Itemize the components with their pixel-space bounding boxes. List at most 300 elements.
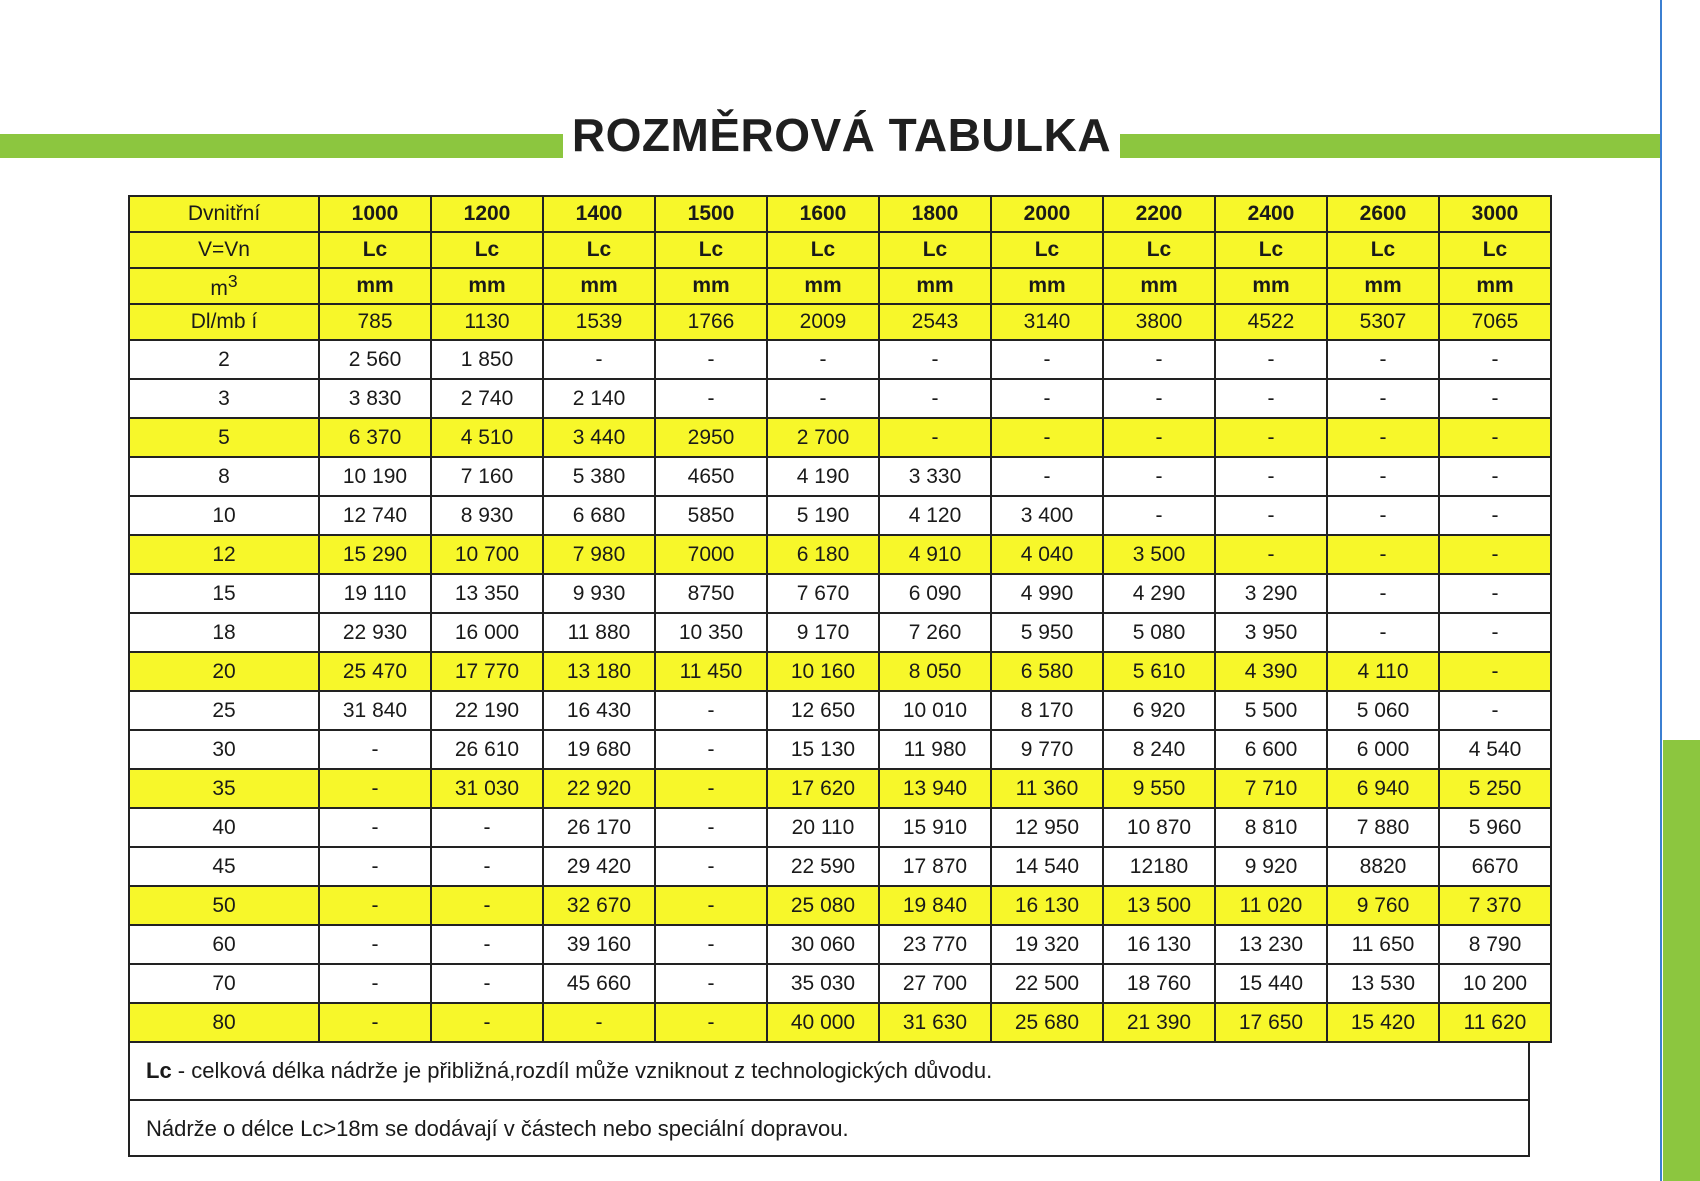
length-cell: - (319, 730, 431, 769)
length-cell: 7 160 (431, 457, 543, 496)
note-lc-text: - celková délka nádrže je přibližná,rozdíl může vzniknout z technologických důvodu. (171, 1058, 993, 1083)
volume-cell: 25 (129, 691, 319, 730)
header-cell: Lc (431, 232, 543, 268)
length-cell: 6 680 (543, 496, 655, 535)
length-cell: 5 950 (991, 613, 1103, 652)
header-cell: 2543 (879, 304, 991, 340)
length-cell: 29 420 (543, 847, 655, 886)
length-cell: 19 840 (879, 886, 991, 925)
length-cell: 22 590 (767, 847, 879, 886)
length-cell: 13 230 (1215, 925, 1327, 964)
length-cell: - (431, 925, 543, 964)
length-cell: - (655, 808, 767, 847)
length-cell: 13 500 (1103, 886, 1215, 925)
header-cell: Lc (1327, 232, 1439, 268)
length-cell: - (879, 379, 991, 418)
length-cell: - (655, 886, 767, 925)
length-cell: 5 610 (1103, 652, 1215, 691)
length-cell: 5 250 (1439, 769, 1551, 808)
volume-cell: 45 (129, 847, 319, 886)
volume-cell: 8 (129, 457, 319, 496)
length-cell: 26 170 (543, 808, 655, 847)
header-cell: 2000 (991, 196, 1103, 232)
header-cell: 1800 (879, 196, 991, 232)
table-notes (128, 1043, 1530, 1157)
length-cell: - (1439, 379, 1551, 418)
volume-cell: 80 (129, 1003, 319, 1042)
header-cell: 1600 (767, 196, 879, 232)
volume-cell: 30 (129, 730, 319, 769)
length-cell: 7 980 (543, 535, 655, 574)
length-cell: 13 940 (879, 769, 991, 808)
volume-cell: 40 (129, 808, 319, 847)
volume-cell: 3 (129, 379, 319, 418)
length-cell: 11 980 (879, 730, 991, 769)
header-cell: Lc (1215, 232, 1327, 268)
length-cell: 1 850 (431, 340, 543, 379)
length-cell: 8 930 (431, 496, 543, 535)
page-title: ROZMĚROVÁ TABULKA (571, 109, 1112, 161)
length-cell: 11 360 (991, 769, 1103, 808)
length-cell: 4 390 (1215, 652, 1327, 691)
length-cell: 15 910 (879, 808, 991, 847)
length-cell: - (1439, 613, 1551, 652)
length-cell: 4 910 (879, 535, 991, 574)
length-cell: 7 670 (767, 574, 879, 613)
length-cell: 11 650 (1327, 925, 1439, 964)
length-cell: - (991, 340, 1103, 379)
length-cell: - (767, 379, 879, 418)
header-cell: 2009 (767, 304, 879, 340)
dimension-table-container (128, 195, 1530, 1157)
header-cell: 785 (319, 304, 431, 340)
length-cell: 6 000 (1327, 730, 1439, 769)
length-cell: - (1215, 496, 1327, 535)
length-cell: 5 080 (1103, 613, 1215, 652)
length-cell: 9 930 (543, 574, 655, 613)
length-cell: 15 440 (1215, 964, 1327, 1003)
length-cell: 14 540 (991, 847, 1103, 886)
length-cell: 4 540 (1439, 730, 1551, 769)
length-cell: 12180 (1103, 847, 1215, 886)
note-lc (130, 1043, 1528, 1099)
length-cell: 4 040 (991, 535, 1103, 574)
volume-cell: 20 (129, 652, 319, 691)
length-cell: - (655, 340, 767, 379)
table-row (129, 535, 1551, 574)
header-label-cell: Dvnitřní (129, 196, 319, 232)
header-cell: mm (1215, 268, 1327, 304)
volume-cell: 15 (129, 574, 319, 613)
length-cell: 15 420 (1327, 1003, 1439, 1042)
length-cell: 35 030 (767, 964, 879, 1003)
length-cell: - (431, 964, 543, 1003)
length-cell: 6 180 (767, 535, 879, 574)
length-cell: - (1215, 535, 1327, 574)
length-cell: 6 090 (879, 574, 991, 613)
length-cell: - (767, 340, 879, 379)
length-cell: 25 680 (991, 1003, 1103, 1042)
table-row (129, 340, 1551, 379)
header-cell: mm (1327, 268, 1439, 304)
length-cell: 5 500 (1215, 691, 1327, 730)
length-cell: - (431, 886, 543, 925)
length-cell: - (319, 1003, 431, 1042)
volume-cell: 10 (129, 496, 319, 535)
length-cell: 30 060 (767, 925, 879, 964)
table-row (129, 1003, 1551, 1042)
length-cell: 2950 (655, 418, 767, 457)
length-cell: 8750 (655, 574, 767, 613)
length-cell: 13 350 (431, 574, 543, 613)
table-row (129, 730, 1551, 769)
length-cell: 11 620 (1439, 1003, 1551, 1042)
header-cell: 3800 (1103, 304, 1215, 340)
length-cell: 25 080 (767, 886, 879, 925)
length-cell: - (431, 847, 543, 886)
header-cell: 1400 (543, 196, 655, 232)
length-cell: 7 710 (1215, 769, 1327, 808)
length-cell: - (1327, 496, 1439, 535)
volume-cell: 12 (129, 535, 319, 574)
length-cell: 10 190 (319, 457, 431, 496)
length-cell: 4650 (655, 457, 767, 496)
length-cell: 5 960 (1439, 808, 1551, 847)
title-bar-left (0, 134, 563, 158)
length-cell: 4 120 (879, 496, 991, 535)
length-cell: 3 290 (1215, 574, 1327, 613)
table-row (129, 496, 1551, 535)
length-cell: 2 140 (543, 379, 655, 418)
length-cell: - (543, 1003, 655, 1042)
length-cell: - (1103, 418, 1215, 457)
table-row (129, 886, 1551, 925)
length-cell: - (1327, 574, 1439, 613)
length-cell: 4 110 (1327, 652, 1439, 691)
length-cell: 2 560 (319, 340, 431, 379)
table-row (129, 613, 1551, 652)
length-cell: - (1439, 340, 1551, 379)
length-cell: - (655, 964, 767, 1003)
length-cell: 11 450 (655, 652, 767, 691)
table-row (129, 418, 1551, 457)
length-cell: 19 680 (543, 730, 655, 769)
length-cell: - (1327, 340, 1439, 379)
header-label-cell (129, 268, 319, 304)
length-cell: 2 740 (431, 379, 543, 418)
length-cell: 6 940 (1327, 769, 1439, 808)
length-cell: 13 180 (543, 652, 655, 691)
length-cell: 7000 (655, 535, 767, 574)
length-cell: 17 620 (767, 769, 879, 808)
dimension-table-body (129, 196, 1551, 1042)
length-cell: 10 200 (1439, 964, 1551, 1003)
length-cell: 4 290 (1103, 574, 1215, 613)
table-row (129, 457, 1551, 496)
length-cell: - (319, 964, 431, 1003)
header-cell: 2400 (1215, 196, 1327, 232)
header-cell: Lc (991, 232, 1103, 268)
length-cell: 22 930 (319, 613, 431, 652)
length-cell: - (991, 457, 1103, 496)
length-cell: 13 530 (1327, 964, 1439, 1003)
length-cell: - (1439, 574, 1551, 613)
unit-exponent: 3 (227, 271, 238, 291)
length-cell: 17 770 (431, 652, 543, 691)
length-cell: - (655, 379, 767, 418)
header-row (129, 304, 1551, 340)
length-cell: 17 650 (1215, 1003, 1327, 1042)
header-cell: mm (879, 268, 991, 304)
length-cell: 7 880 (1327, 808, 1439, 847)
length-cell: - (991, 418, 1103, 457)
header-row (129, 268, 1551, 304)
header-label-cell: V=Vn (129, 232, 319, 268)
page-edge-accent (1663, 740, 1700, 1181)
length-cell: 5 190 (767, 496, 879, 535)
length-cell: 26 610 (431, 730, 543, 769)
length-cell: - (319, 925, 431, 964)
header-cell: Lc (655, 232, 767, 268)
header-cell: 2600 (1327, 196, 1439, 232)
table-row (129, 847, 1551, 886)
length-cell: 3 830 (319, 379, 431, 418)
length-cell: 7 260 (879, 613, 991, 652)
length-cell: - (879, 418, 991, 457)
length-cell: 6 600 (1215, 730, 1327, 769)
length-cell: - (1103, 379, 1215, 418)
length-cell: 12 650 (767, 691, 879, 730)
header-cell: mm (543, 268, 655, 304)
header-row (129, 232, 1551, 268)
header-cell: 5307 (1327, 304, 1439, 340)
length-cell: 23 770 (879, 925, 991, 964)
length-cell: - (1439, 535, 1551, 574)
table-row (129, 574, 1551, 613)
length-cell: 4 510 (431, 418, 543, 457)
length-cell: 12 740 (319, 496, 431, 535)
length-cell: - (655, 1003, 767, 1042)
length-cell: 10 870 (1103, 808, 1215, 847)
length-cell: 9 760 (1327, 886, 1439, 925)
length-cell: 22 920 (543, 769, 655, 808)
length-cell: - (1103, 340, 1215, 379)
header-cell: Lc (879, 232, 991, 268)
length-cell: 9 170 (767, 613, 879, 652)
table-row (129, 652, 1551, 691)
length-cell: - (319, 886, 431, 925)
header-label-cell: Dl/mb í (129, 304, 319, 340)
length-cell: 9 550 (1103, 769, 1215, 808)
header-cell: Lc (319, 232, 431, 268)
length-cell: - (431, 808, 543, 847)
length-cell: - (1327, 613, 1439, 652)
length-cell: - (991, 379, 1103, 418)
length-cell: 4 990 (991, 574, 1103, 613)
length-cell: 11 880 (543, 613, 655, 652)
header-cell: Lc (543, 232, 655, 268)
length-cell: 31 840 (319, 691, 431, 730)
table-row (129, 964, 1551, 1003)
length-cell: 20 110 (767, 808, 879, 847)
header-cell: 1500 (655, 196, 767, 232)
length-cell: 25 470 (319, 652, 431, 691)
length-cell: 3 330 (879, 457, 991, 496)
length-cell: - (1327, 457, 1439, 496)
length-cell: 4 190 (767, 457, 879, 496)
header-row (129, 196, 1551, 232)
length-cell: 6 370 (319, 418, 431, 457)
length-cell: 8 050 (879, 652, 991, 691)
length-cell: - (1103, 496, 1215, 535)
length-cell: 10 010 (879, 691, 991, 730)
length-cell: 19 110 (319, 574, 431, 613)
length-cell: 22 500 (991, 964, 1103, 1003)
header-cell: 7065 (1439, 304, 1551, 340)
unit-label: m (210, 277, 228, 300)
length-cell: 15 130 (767, 730, 879, 769)
length-cell: 10 160 (767, 652, 879, 691)
length-cell: 10 350 (655, 613, 767, 652)
length-cell: 19 320 (991, 925, 1103, 964)
length-cell: 12 950 (991, 808, 1103, 847)
length-cell: - (655, 691, 767, 730)
length-cell: - (655, 925, 767, 964)
length-cell: 3 950 (1215, 613, 1327, 652)
header-cell: 2200 (1103, 196, 1215, 232)
header-cell: Lc (1439, 232, 1551, 268)
length-cell: 16 430 (543, 691, 655, 730)
length-cell: 9 920 (1215, 847, 1327, 886)
length-cell: 39 160 (543, 925, 655, 964)
length-cell: 17 870 (879, 847, 991, 886)
length-cell: 10 700 (431, 535, 543, 574)
length-cell: 8 810 (1215, 808, 1327, 847)
length-cell: 15 290 (319, 535, 431, 574)
length-cell: - (1215, 379, 1327, 418)
length-cell: 22 190 (431, 691, 543, 730)
header-cell: mm (767, 268, 879, 304)
header-cell: Lc (767, 232, 879, 268)
header-cell: 3140 (991, 304, 1103, 340)
length-cell: 6670 (1439, 847, 1551, 886)
length-cell: 3 500 (1103, 535, 1215, 574)
header-cell: 3000 (1439, 196, 1551, 232)
header-cell: 1539 (543, 304, 655, 340)
length-cell: - (879, 340, 991, 379)
length-cell: 8820 (1327, 847, 1439, 886)
length-cell: - (1439, 691, 1551, 730)
volume-cell: 2 (129, 340, 319, 379)
header-cell: 1200 (431, 196, 543, 232)
length-cell: - (1439, 652, 1551, 691)
length-cell: - (319, 769, 431, 808)
dimension-table (128, 195, 1552, 1043)
length-cell: - (655, 730, 767, 769)
length-cell: - (319, 847, 431, 886)
length-cell: 31 630 (879, 1003, 991, 1042)
length-cell: 18 760 (1103, 964, 1215, 1003)
volume-cell: 5 (129, 418, 319, 457)
length-cell: 8 170 (991, 691, 1103, 730)
length-cell: 3 400 (991, 496, 1103, 535)
length-cell: - (1439, 457, 1551, 496)
length-cell: - (543, 340, 655, 379)
header-cell: mm (991, 268, 1103, 304)
header-cell: mm (1439, 268, 1551, 304)
length-cell: 5850 (655, 496, 767, 535)
length-cell: 32 670 (543, 886, 655, 925)
header-cell: mm (431, 268, 543, 304)
length-cell: 16 130 (1103, 925, 1215, 964)
length-cell: 16 130 (991, 886, 1103, 925)
length-cell: 7 370 (1439, 886, 1551, 925)
table-row (129, 691, 1551, 730)
length-cell: 11 020 (1215, 886, 1327, 925)
header-cell: Lc (1103, 232, 1215, 268)
length-cell: - (1215, 457, 1327, 496)
header-cell: mm (1103, 268, 1215, 304)
length-cell: 5 060 (1327, 691, 1439, 730)
note-transport: Nádrže o délce Lc>18m se dodávají v částech nebo speciální dopravou. (130, 1099, 1528, 1155)
length-cell: - (1327, 418, 1439, 457)
length-cell: 21 390 (1103, 1003, 1215, 1042)
length-cell: 27 700 (879, 964, 991, 1003)
page-edge-line (1660, 0, 1662, 1181)
header-cell: 1130 (431, 304, 543, 340)
length-cell: - (431, 1003, 543, 1042)
header-cell: 4522 (1215, 304, 1327, 340)
length-cell: - (1215, 340, 1327, 379)
length-cell: - (1215, 418, 1327, 457)
header-cell: mm (655, 268, 767, 304)
length-cell: - (1327, 379, 1439, 418)
volume-cell: 60 (129, 925, 319, 964)
title-bar-right (1120, 134, 1660, 158)
length-cell: 16 000 (431, 613, 543, 652)
volume-cell: 70 (129, 964, 319, 1003)
length-cell: - (1327, 535, 1439, 574)
length-cell: 3 440 (543, 418, 655, 457)
length-cell: 9 770 (991, 730, 1103, 769)
volume-cell: 35 (129, 769, 319, 808)
table-row (129, 769, 1551, 808)
length-cell: - (1103, 457, 1215, 496)
volume-cell: 18 (129, 613, 319, 652)
length-cell: 6 920 (1103, 691, 1215, 730)
header-cell: 1000 (319, 196, 431, 232)
length-cell: - (1439, 418, 1551, 457)
header-cell: mm (319, 268, 431, 304)
length-cell: 31 030 (431, 769, 543, 808)
length-cell: 8 790 (1439, 925, 1551, 964)
length-cell: 8 240 (1103, 730, 1215, 769)
length-cell: 45 660 (543, 964, 655, 1003)
length-cell: - (655, 769, 767, 808)
length-cell: - (655, 847, 767, 886)
length-cell: 40 000 (767, 1003, 879, 1042)
table-row (129, 808, 1551, 847)
length-cell: 5 380 (543, 457, 655, 496)
volume-cell: 50 (129, 886, 319, 925)
length-cell: 2 700 (767, 418, 879, 457)
length-cell: 6 580 (991, 652, 1103, 691)
length-cell: - (319, 808, 431, 847)
length-cell: - (1439, 496, 1551, 535)
table-row (129, 379, 1551, 418)
note-lc-label: Lc (146, 1058, 172, 1083)
table-row (129, 925, 1551, 964)
